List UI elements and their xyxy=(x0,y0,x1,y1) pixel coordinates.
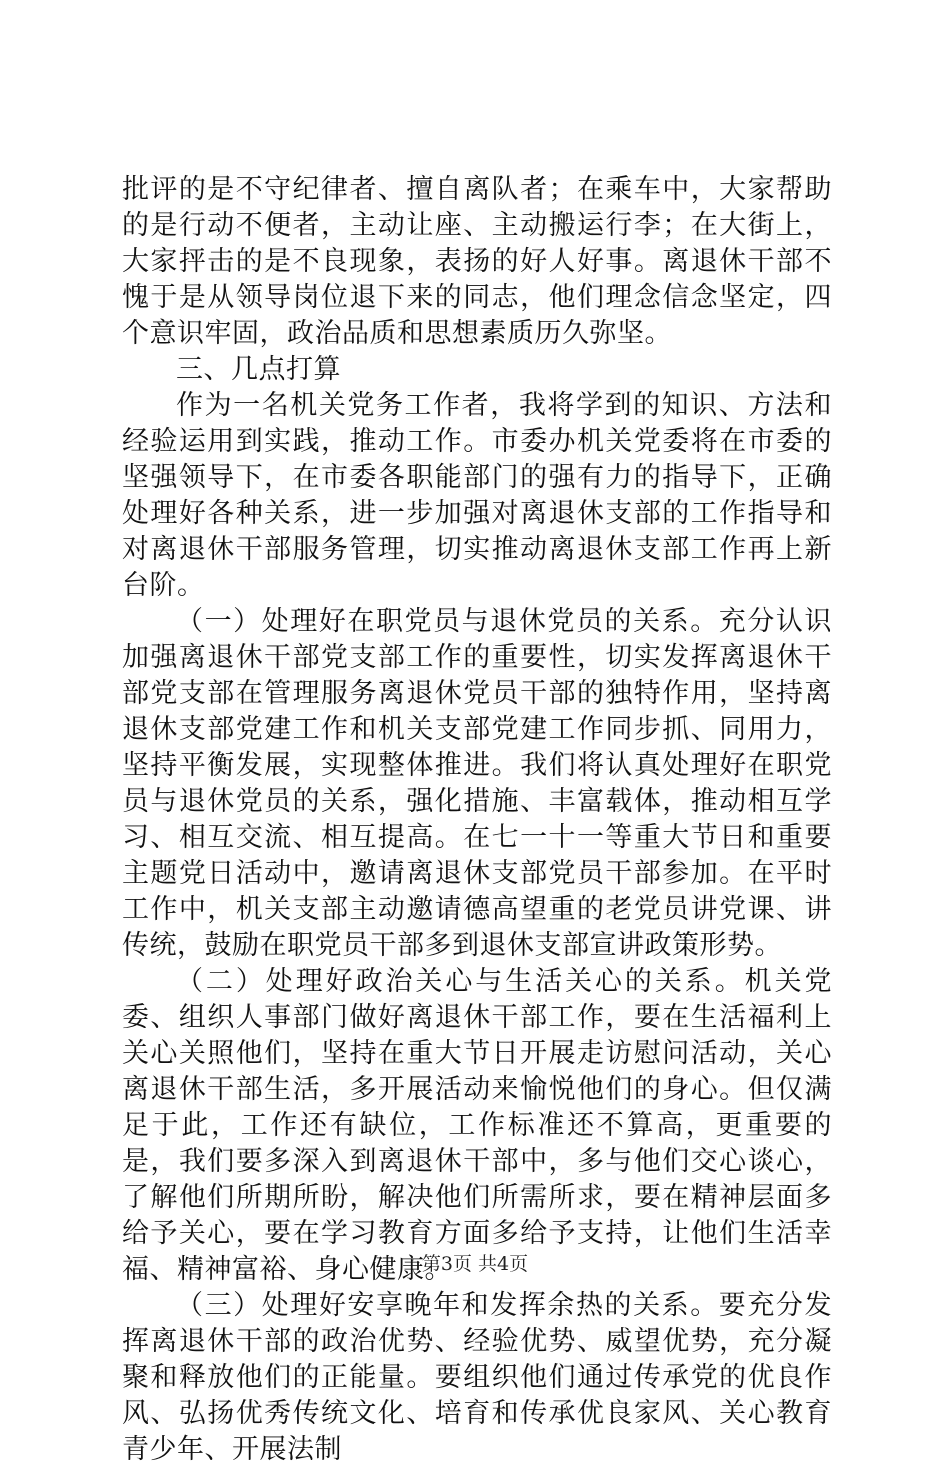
paragraph-item-1: （一）处理好在职党员与退休党员的关系。充分认识加强离退休干部党支部工作的重要性，切实发挥离退休干部党支部在管理服务离退休党员干部的独特作用，坚持离退休支部党建工作和机关支部党建工作同步抓、同用力，坚持平衡发展，实现整体推进。我们将认真处理好在职党员与退休党员的关系，强化措施、丰富载体，推动相互学习、相互交流、相互提高。在七一十一等重大节日和重要主题党日活动中，邀请离退休支部党员干部参加。在平时工作中，机关支部主动邀请德高望重的老党员讲党课、讲传统，鼓励在职党员干部多到退休支部宣讲政策形势。 xyxy=(122,606,832,961)
paragraph-item-3: （三）处理好安享晚年和发挥余热的关系。要充分发挥离退休干部的政治优势、经验优势、威望优势，充分凝聚和释放他们的正能量。要组织他们通过传承党的优良作风、弘扬优秀传统文化、培育和传承优良家风、关心教育青少年、开展法制 xyxy=(122,1290,832,1465)
section-heading: 三、几点打算 xyxy=(176,354,341,385)
page-footer: 第3页 共4页 xyxy=(421,1253,529,1275)
paragraph-continuation: 批评的是不守纪律者、擅自离队者；在乘车中，大家帮助的是行动不便者，主动让座、主动搬运行李；在大街上，大家抨击的是不良现象，表扬的好人好事。离退休干部不愧于是从领导岗位退下来的同志，他们理念信念坚定，四个意识牢固，政治品质和思想素质历久弥坚。 xyxy=(122,174,832,349)
paragraph-intro: 作为一名机关党务工作者，我将学到的知识、方法和经验运用到实践，推动工作。市委办机关党委将在市委的坚强领导下，在市委各职能部门的强有力的指导下，正确处理好各种关系，进一步加强对离退休支部的工作指导和对离退休干部服务管理，切实推动离退休支部工作再上新台阶。 xyxy=(122,390,832,601)
paragraph-item-2: （二）处理好政治关心与生活关心的关系。机关党委、组织人事部门做好离退休干部工作，要在生活福利上关心关照他们，坚持在重大节日开展走访慰问活动，关心离退休干部生活，多开展活动来愉悦他们的身心。但仅满足于此，工作还有缺位，工作标准还不算高，更重要的是，我们要多深入到离退休干部中，多与他们交心谈心，了解他们所期所盼，解决他们所需所求，要在精神层面多给予关心，要在学习教育方面多给予支持，让他们生活幸福、精神富裕、身心健康。 xyxy=(122,966,832,1285)
